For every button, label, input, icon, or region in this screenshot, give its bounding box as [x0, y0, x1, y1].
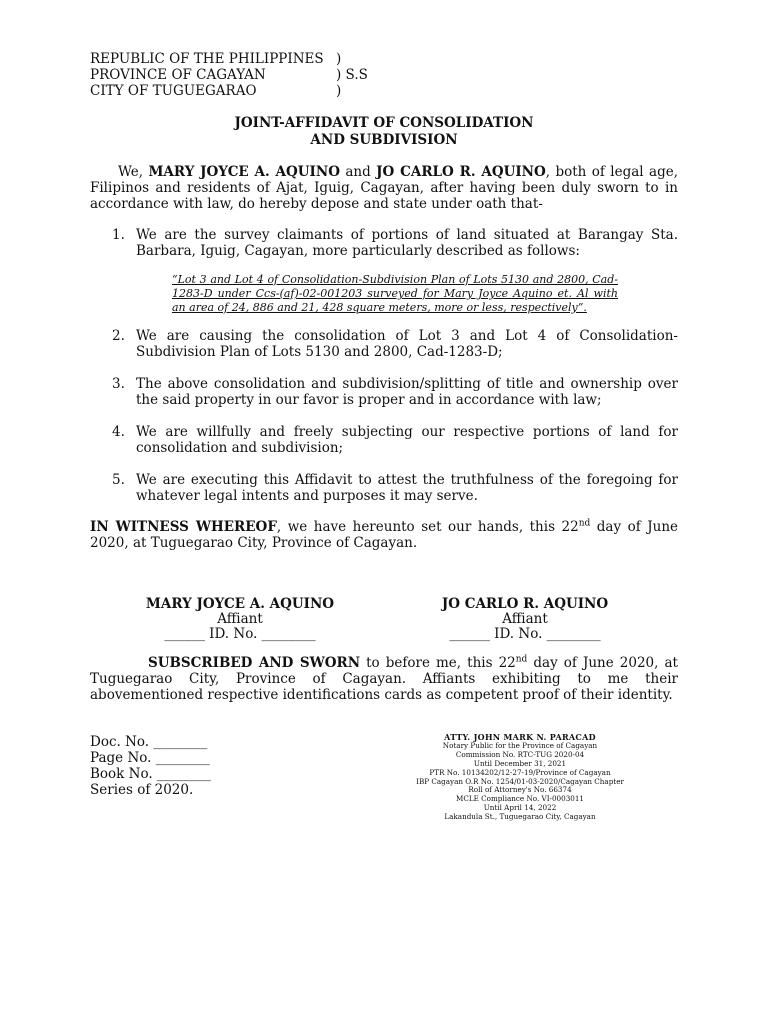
list-item: 4. We are willfully and freely subjecting our respective portions of land for consolidation and subdivision; [112, 424, 678, 456]
jurat-paragraph: SUBSCRIBED AND SWORN to before me, this 22nd day of June 2020, at Tuguegarao City, Province of Cagayan. Affiants exhibiting to me their abovementioned respective identifications cards as competent proof of their identity. [90, 654, 678, 703]
venue-block [90, 51, 410, 99]
venue-line: CITY OF TUGUEGARAO ) [90, 83, 342, 99]
signatory-name: JO CARLO R. AQUINO [441, 596, 609, 612]
affiant-name: MARY JOYCE A. AQUINO [148, 164, 340, 180]
venue-line: PROVINCE OF CAGAYAN ) S.S [90, 67, 368, 83]
signatory-role: Affiant [502, 611, 548, 627]
signatory-role: Affiant [217, 611, 263, 627]
id-number-line: ______ ID. No. ________ [164, 626, 316, 642]
witness-clause: IN WITNESS WHEREOF, we have hereunto set our hands, this 22nd day of June 2020, at Tuguegarao City, Province of Cagayan. [90, 518, 679, 551]
notary-block: ATTY. JOHN MARK N. PARACAD Notary Public for the Province of Cagayan Commission No. RTC-TUG 2020-04 Until December 31, 2021 PTR No. 10134202/12-27-19/Province of Cagayan IBP Cagayan O.R No. 1254/01-03-2020/Cagayan Chapter Roll of Attorney's No. 66374 MCLE Compliance No. VI-0003011 Until April 14, 2022 Lakandula St., Tuguegarao City, Cagayan [400, 733, 640, 822]
venue-line: REPUBLIC OF THE PHILIPPINES ) [90, 51, 342, 67]
signature-block [405, 597, 645, 642]
affiant-name: JO CARLO R. AQUINO [376, 164, 546, 180]
signature-block [120, 597, 360, 642]
list-item: 2. We are causing the consolidation of Lot 3 and Lot 4 of Consolidation-Subdivision Plan of Lots 5130 and 2800, Cad-1283-D; [112, 328, 678, 360]
property-description-quote: “Lot 3 and Lot 4 of Consolidation-Subdivision Plan of Lots 5130 and 2800, Cad-1283-D under Ccs-(af)-02-001203 surveyed for Mary Joyce Aquino et. Al with an area of 24, 886 and 21, 428 square meters, more or less, respectively”. [172, 273, 618, 314]
list-item: 1. We are the survey claimants of portions of land situated at Barangay Sta. Barbara, Iguig, Cagayan, more particularly described as follows: [112, 227, 678, 259]
list-item: 5. We are executing this Affidavit to attest the truthfulness of the foregoing for whatever legal intents and purposes it may serve. [112, 472, 678, 504]
list-item: 3. The above consolidation and subdivision/splitting of title and ownership over the said property in our favor is proper and in accordance with law; [112, 376, 678, 408]
notary-name: ATTY. JOHN MARK N. PARACAD [444, 732, 596, 742]
notarial-register-block: Doc. No. ________ Page No. ________ Book No. ________ Series of 2020. [90, 734, 211, 798]
document-title: JOINT-AFFIDAVIT OF CONSOLIDATION AND SUBDIVISION [234, 115, 534, 148]
intro-paragraph: We, MARY JOYCE A. AQUINO and JO CARLO R. AQUINO, both of legal age, Filipinos and residents of Ajat, Iguig, Cagayan, after having been duly sworn to in accordance with law, do hereby depose and state under oath that- [90, 164, 678, 212]
signatory-name: MARY JOYCE A. AQUINO [145, 596, 335, 612]
id-number-line: ______ ID. No. ________ [449, 626, 601, 642]
